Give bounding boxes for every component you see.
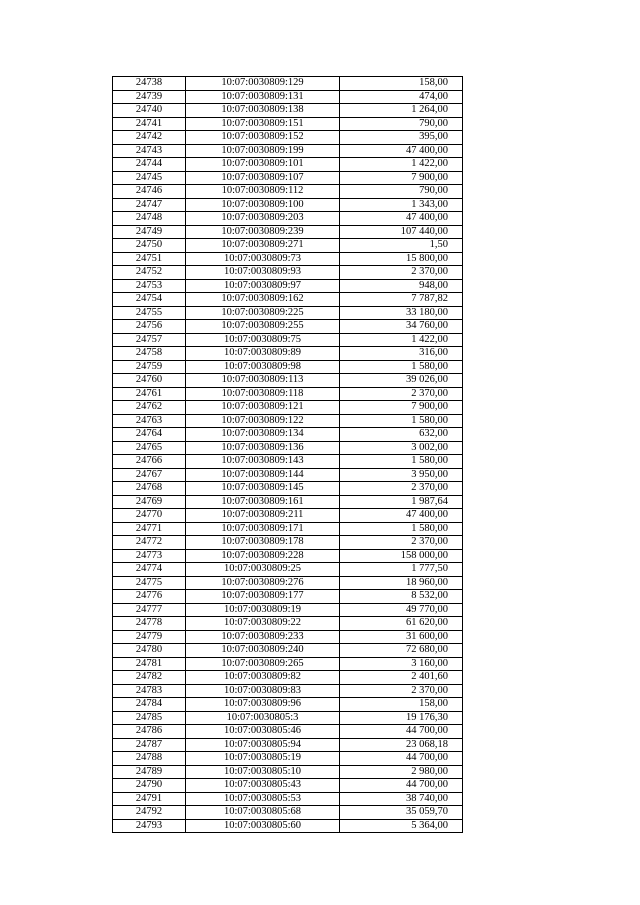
- row-number-cell: 24778: [113, 617, 186, 631]
- row-number-cell: 24772: [113, 536, 186, 550]
- table-row: [113, 198, 463, 212]
- cadastral-number-cell: 10:07:0030809:233: [186, 630, 340, 644]
- amount-cell: 34 760,00: [340, 320, 463, 334]
- row-number-cell: 24765: [113, 441, 186, 455]
- row-number-cell: 24741: [113, 117, 186, 131]
- cadastral-number-cell: 10:07:0030809:22: [186, 617, 340, 631]
- cadastral-number-cell: 10:07:0030809:121: [186, 401, 340, 415]
- table-row: [113, 819, 463, 833]
- table-row: [113, 212, 463, 226]
- cadastral-number-cell: 10:07:0030809:228: [186, 549, 340, 563]
- row-number-cell: 24782: [113, 671, 186, 685]
- amount-cell: 948,00: [340, 279, 463, 293]
- cadastral-number-cell: 10:07:0030805:94: [186, 738, 340, 752]
- amount-cell: 31 600,00: [340, 630, 463, 644]
- table-row: [113, 185, 463, 199]
- row-number-cell: 24775: [113, 576, 186, 590]
- cadastral-number-cell: 10:07:0030809:134: [186, 428, 340, 442]
- cadastral-number-cell: 10:07:0030809:151: [186, 117, 340, 131]
- cadastral-number-cell: 10:07:0030809:75: [186, 333, 340, 347]
- row-number-cell: 24787: [113, 738, 186, 752]
- amount-cell: 33 180,00: [340, 306, 463, 320]
- row-number-cell: 24792: [113, 806, 186, 820]
- row-number-cell: 24750: [113, 239, 186, 253]
- cadastral-number-cell: 10:07:0030809:239: [186, 225, 340, 239]
- table-row: [113, 441, 463, 455]
- table-row: [113, 77, 463, 91]
- table-row: [113, 387, 463, 401]
- table-row: [113, 711, 463, 725]
- cadastral-number-cell: 10:07:0030809:265: [186, 657, 340, 671]
- row-number-cell: 24760: [113, 374, 186, 388]
- amount-cell: 44 700,00: [340, 752, 463, 766]
- row-number-cell: 24763: [113, 414, 186, 428]
- row-number-cell: 24761: [113, 387, 186, 401]
- row-number-cell: 24791: [113, 792, 186, 806]
- amount-cell: 158,00: [340, 698, 463, 712]
- row-number-cell: 24758: [113, 347, 186, 361]
- amount-cell: 23 068,18: [340, 738, 463, 752]
- cadastral-number-cell: 10:07:0030805:10: [186, 765, 340, 779]
- table-row: [113, 131, 463, 145]
- table-row: [113, 644, 463, 658]
- row-number-cell: 24764: [113, 428, 186, 442]
- row-number-cell: 24780: [113, 644, 186, 658]
- amount-cell: 47 400,00: [340, 144, 463, 158]
- row-number-cell: 24746: [113, 185, 186, 199]
- table-row: [113, 684, 463, 698]
- table-row: [113, 563, 463, 577]
- table-row: [113, 495, 463, 509]
- table-row: [113, 104, 463, 118]
- row-number-cell: 24783: [113, 684, 186, 698]
- cadastral-number-cell: 10:07:0030809:177: [186, 590, 340, 604]
- row-number-cell: 24752: [113, 266, 186, 280]
- cadastral-number-cell: 10:07:0030809:136: [186, 441, 340, 455]
- table-row: [113, 576, 463, 590]
- table-row: [113, 509, 463, 523]
- row-number-cell: 24753: [113, 279, 186, 293]
- cadastral-number-cell: 10:07:0030809:100: [186, 198, 340, 212]
- table-row: [113, 630, 463, 644]
- row-number-cell: 24767: [113, 468, 186, 482]
- table-row: [113, 779, 463, 793]
- amount-cell: 44 700,00: [340, 725, 463, 739]
- table-row: [113, 144, 463, 158]
- cadastral-number-cell: 10:07:0030805:19: [186, 752, 340, 766]
- cadastral-number-cell: 10:07:0030809:101: [186, 158, 340, 172]
- row-number-cell: 24747: [113, 198, 186, 212]
- amount-cell: 2 370,00: [340, 266, 463, 280]
- row-number-cell: 24748: [113, 212, 186, 226]
- row-number-cell: 24757: [113, 333, 186, 347]
- cadastral-number-cell: 10:07:0030805:3: [186, 711, 340, 725]
- row-number-cell: 24738: [113, 77, 186, 91]
- amount-cell: 19 176,30: [340, 711, 463, 725]
- amount-cell: 3 002,00: [340, 441, 463, 455]
- amount-cell: 44 700,00: [340, 779, 463, 793]
- row-number-cell: 24786: [113, 725, 186, 739]
- row-number-cell: 24773: [113, 549, 186, 563]
- cadastral-number-cell: 10:07:0030809:152: [186, 131, 340, 145]
- cadastral-number-cell: 10:07:0030805:68: [186, 806, 340, 820]
- amount-cell: 47 400,00: [340, 509, 463, 523]
- row-number-cell: 24754: [113, 293, 186, 307]
- amount-cell: 158 000,00: [340, 549, 463, 563]
- cadastral-number-cell: 10:07:0030809:129: [186, 77, 340, 91]
- table-row: [113, 617, 463, 631]
- cadastral-number-cell: 10:07:0030809:25: [186, 563, 340, 577]
- amount-cell: 2 370,00: [340, 482, 463, 496]
- table-row: [113, 374, 463, 388]
- cadastral-number-cell: 10:07:0030809:171: [186, 522, 340, 536]
- row-number-cell: 24759: [113, 360, 186, 374]
- cadastral-number-cell: 10:07:0030809:144: [186, 468, 340, 482]
- cadastral-number-cell: 10:07:0030809:89: [186, 347, 340, 361]
- cadastral-number-cell: 10:07:0030809:138: [186, 104, 340, 118]
- amount-cell: 35 059,70: [340, 806, 463, 820]
- row-number-cell: 24769: [113, 495, 186, 509]
- amount-cell: 790,00: [340, 185, 463, 199]
- table-row: [113, 158, 463, 172]
- amount-cell: 7 787,82: [340, 293, 463, 307]
- amount-cell: 632,00: [340, 428, 463, 442]
- cadastral-number-cell: 10:07:0030805:60: [186, 819, 340, 833]
- cadastral-number-cell: 10:07:0030809:97: [186, 279, 340, 293]
- table-row: [113, 252, 463, 266]
- cadastral-number-cell: 10:07:0030805:43: [186, 779, 340, 793]
- table-row: [113, 522, 463, 536]
- amount-cell: 1,50: [340, 239, 463, 253]
- amount-cell: 1 264,00: [340, 104, 463, 118]
- table-row: [113, 266, 463, 280]
- table-row: [113, 482, 463, 496]
- row-number-cell: 24784: [113, 698, 186, 712]
- table-row: [113, 468, 463, 482]
- table-row: [113, 360, 463, 374]
- amount-cell: 2 370,00: [340, 684, 463, 698]
- row-number-cell: 24744: [113, 158, 186, 172]
- row-number-cell: 24768: [113, 482, 186, 496]
- amount-cell: 61 620,00: [340, 617, 463, 631]
- cadastral-number-cell: 10:07:0030809:98: [186, 360, 340, 374]
- cadastral-number-cell: 10:07:0030809:255: [186, 320, 340, 334]
- row-number-cell: 24779: [113, 630, 186, 644]
- amount-cell: 474,00: [340, 90, 463, 104]
- table-row: [113, 657, 463, 671]
- cadastral-number-cell: 10:07:0030809:122: [186, 414, 340, 428]
- row-number-cell: 24755: [113, 306, 186, 320]
- row-number-cell: 24766: [113, 455, 186, 469]
- cadastral-number-cell: 10:07:0030809:96: [186, 698, 340, 712]
- table-row: [113, 671, 463, 685]
- cadastral-number-cell: 10:07:0030809:211: [186, 509, 340, 523]
- amount-cell: 1 580,00: [340, 360, 463, 374]
- amount-cell: 38 740,00: [340, 792, 463, 806]
- row-number-cell: 24793: [113, 819, 186, 833]
- table-row: [113, 455, 463, 469]
- row-number-cell: 24739: [113, 90, 186, 104]
- row-number-cell: 24790: [113, 779, 186, 793]
- amount-cell: 18 960,00: [340, 576, 463, 590]
- row-number-cell: 24771: [113, 522, 186, 536]
- amount-cell: 1 422,00: [340, 158, 463, 172]
- cadastral-number-cell: 10:07:0030809:82: [186, 671, 340, 685]
- row-number-cell: 24762: [113, 401, 186, 415]
- amount-cell: 3 160,00: [340, 657, 463, 671]
- row-number-cell: 24788: [113, 752, 186, 766]
- row-number-cell: 24742: [113, 131, 186, 145]
- table-row: [113, 90, 463, 104]
- table-row: [113, 738, 463, 752]
- amount-cell: 72 680,00: [340, 644, 463, 658]
- cadastral-number-cell: 10:07:0030809:112: [186, 185, 340, 199]
- row-number-cell: 24756: [113, 320, 186, 334]
- amount-cell: 5 364,00: [340, 819, 463, 833]
- amount-cell: 1 580,00: [340, 522, 463, 536]
- table-row: [113, 428, 463, 442]
- table-row: [113, 765, 463, 779]
- cadastral-number-cell: 10:07:0030809:113: [186, 374, 340, 388]
- cadastral-number-cell: 10:07:0030809:225: [186, 306, 340, 320]
- table-row: [113, 725, 463, 739]
- cadastral-number-cell: 10:07:0030809:19: [186, 603, 340, 617]
- amount-cell: 7 900,00: [340, 401, 463, 415]
- cadastral-number-cell: 10:07:0030809:178: [186, 536, 340, 550]
- row-number-cell: 24781: [113, 657, 186, 671]
- amount-cell: 1 422,00: [340, 333, 463, 347]
- amount-cell: 2 370,00: [340, 536, 463, 550]
- cadastral-number-cell: 10:07:0030809:83: [186, 684, 340, 698]
- cadastral-number-cell: 10:07:0030809:107: [186, 171, 340, 185]
- cadastral-number-cell: 10:07:0030809:162: [186, 293, 340, 307]
- row-number-cell: 24745: [113, 171, 186, 185]
- amount-cell: 1 343,00: [340, 198, 463, 212]
- amount-cell: 1 777,50: [340, 563, 463, 577]
- table-row: [113, 171, 463, 185]
- cadastral-number-cell: 10:07:0030805:53: [186, 792, 340, 806]
- amount-cell: 1 987,64: [340, 495, 463, 509]
- data-table: [112, 76, 463, 833]
- table-row: [113, 293, 463, 307]
- table-row: [113, 279, 463, 293]
- table-row: [113, 752, 463, 766]
- amount-cell: 107 440,00: [340, 225, 463, 239]
- amount-cell: 2 370,00: [340, 387, 463, 401]
- table-body: [113, 77, 463, 833]
- table-row: [113, 225, 463, 239]
- cadastral-number-cell: 10:07:0030809:143: [186, 455, 340, 469]
- cadastral-number-cell: 10:07:0030809:145: [186, 482, 340, 496]
- table-row: [113, 306, 463, 320]
- table-row: [113, 333, 463, 347]
- table-row: [113, 117, 463, 131]
- row-number-cell: 24751: [113, 252, 186, 266]
- amount-cell: 49 770,00: [340, 603, 463, 617]
- cadastral-number-cell: 10:07:0030805:46: [186, 725, 340, 739]
- amount-cell: 2 401,60: [340, 671, 463, 685]
- row-number-cell: 24770: [113, 509, 186, 523]
- amount-cell: 47 400,00: [340, 212, 463, 226]
- cadastral-number-cell: 10:07:0030809:203: [186, 212, 340, 226]
- amount-cell: 7 900,00: [340, 171, 463, 185]
- cadastral-number-cell: 10:07:0030809:93: [186, 266, 340, 280]
- row-number-cell: 24749: [113, 225, 186, 239]
- table-row: [113, 320, 463, 334]
- amount-cell: 3 950,00: [340, 468, 463, 482]
- row-number-cell: 24777: [113, 603, 186, 617]
- table-row: [113, 603, 463, 617]
- row-number-cell: 24743: [113, 144, 186, 158]
- table-row: [113, 698, 463, 712]
- row-number-cell: 24789: [113, 765, 186, 779]
- amount-cell: 2 980,00: [340, 765, 463, 779]
- amount-cell: 1 580,00: [340, 455, 463, 469]
- cadastral-number-cell: 10:07:0030809:161: [186, 495, 340, 509]
- row-number-cell: 24740: [113, 104, 186, 118]
- cadastral-number-cell: 10:07:0030809:271: [186, 239, 340, 253]
- table-row: [113, 239, 463, 253]
- table-row: [113, 414, 463, 428]
- amount-cell: 39 026,00: [340, 374, 463, 388]
- table-row: [113, 590, 463, 604]
- cadastral-number-cell: 10:07:0030809:118: [186, 387, 340, 401]
- row-number-cell: 24776: [113, 590, 186, 604]
- amount-cell: 15 800,00: [340, 252, 463, 266]
- table-row: [113, 401, 463, 415]
- amount-cell: 316,00: [340, 347, 463, 361]
- amount-cell: 1 580,00: [340, 414, 463, 428]
- cadastral-number-cell: 10:07:0030809:240: [186, 644, 340, 658]
- amount-cell: 395,00: [340, 131, 463, 145]
- amount-cell: 790,00: [340, 117, 463, 131]
- table-row: [113, 536, 463, 550]
- table-row: [113, 806, 463, 820]
- cadastral-number-cell: 10:07:0030809:276: [186, 576, 340, 590]
- table-row: [113, 792, 463, 806]
- row-number-cell: 24774: [113, 563, 186, 577]
- amount-cell: 8 532,00: [340, 590, 463, 604]
- cadastral-number-cell: 10:07:0030809:73: [186, 252, 340, 266]
- cadastral-number-cell: 10:07:0030809:131: [186, 90, 340, 104]
- table-row: [113, 347, 463, 361]
- cadastral-number-cell: 10:07:0030809:199: [186, 144, 340, 158]
- row-number-cell: 24785: [113, 711, 186, 725]
- table-row: [113, 549, 463, 563]
- amount-cell: 158,00: [340, 77, 463, 91]
